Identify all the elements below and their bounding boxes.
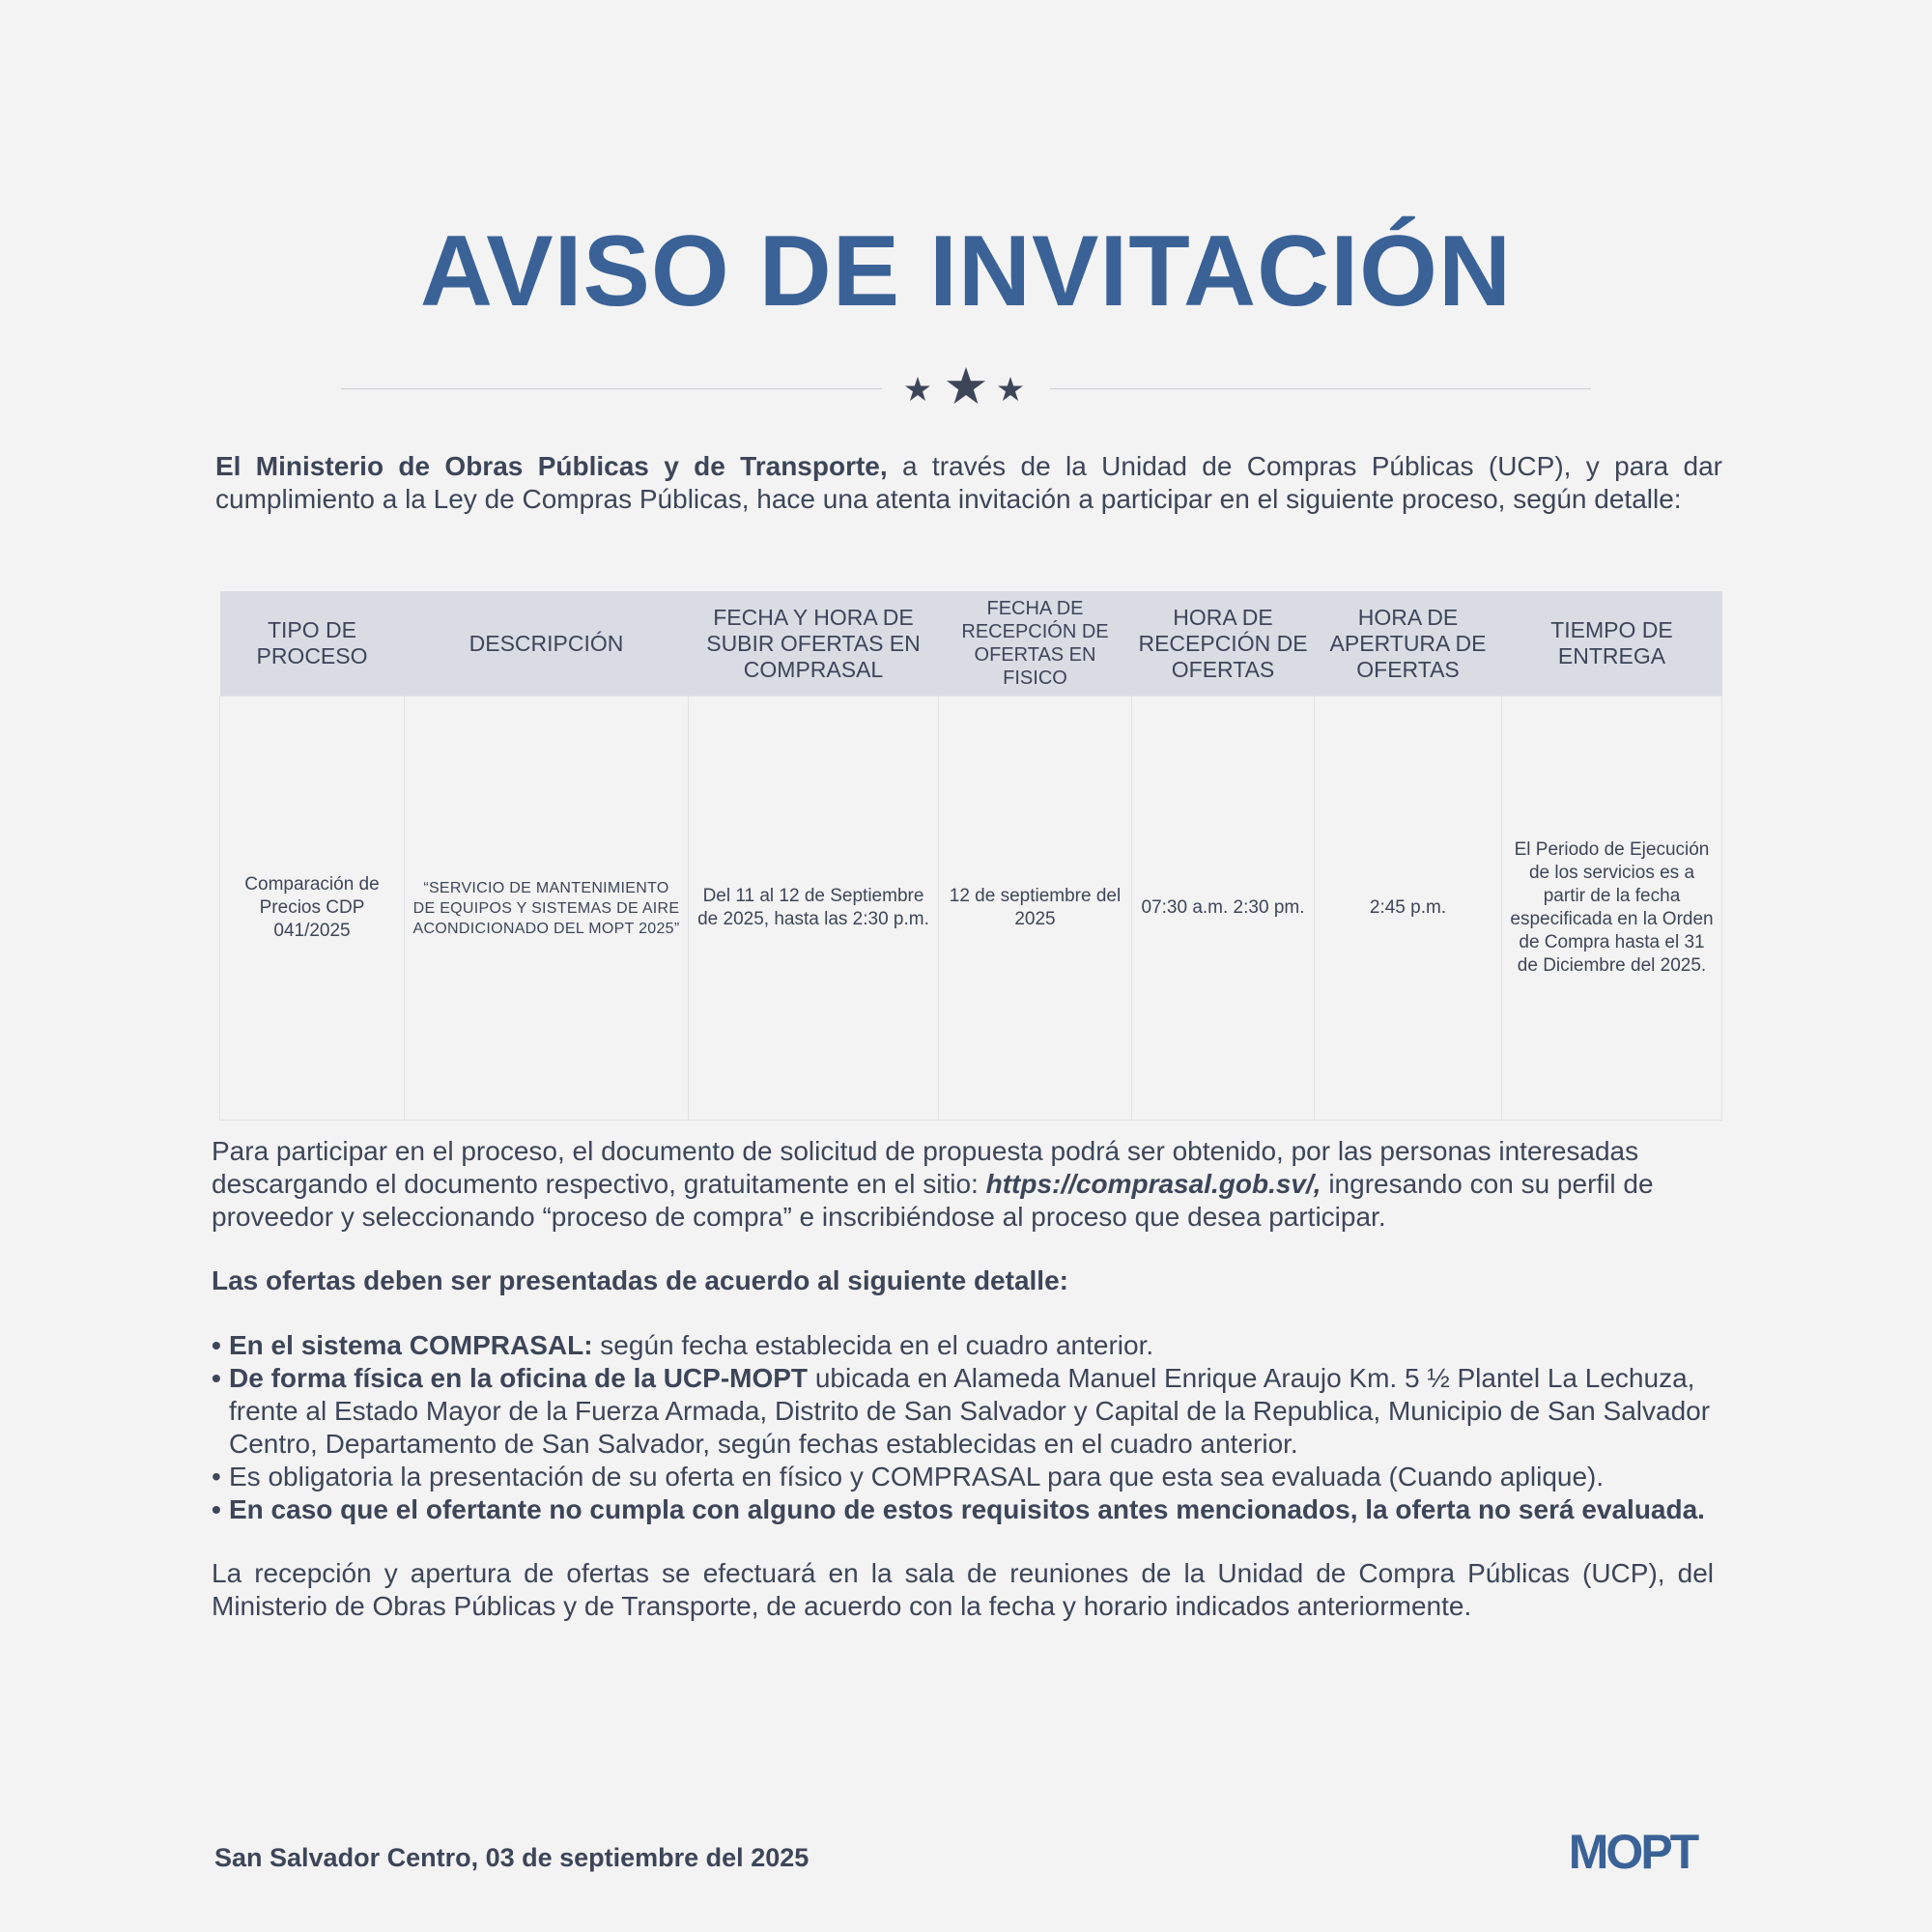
star-icon xyxy=(998,377,1023,401)
header-hora-recepcion: HORA DE RECEPCIÓN DE OFERTAS xyxy=(1132,591,1315,696)
cell-descripcion: “SERVICIO DE MANTENIMIENTO DE EQUIPOS Y SISTEMAS DE AIRE ACONDICIONADO DEL MOPT 2025” xyxy=(405,696,689,1121)
offers-heading: Las ofertas deben ser presentadas de acuerdo al siguiente detalle: xyxy=(212,1265,1068,1295)
table-row xyxy=(220,696,1722,1121)
cell-hora-apertura: 2:45 p.m. xyxy=(1315,696,1502,1121)
cell-hora-recepcion: 07:30 a.m. 2:30 pm. xyxy=(1132,696,1315,1121)
cell-fecha-compras: Del 11 al 12 de Septiembre de 2025, hasta las 2:30 p.m. xyxy=(689,696,939,1121)
cell-tiempo-entrega: El Periodo de Ejecución de los servicios es a partir de la fecha especificada en la Orden de Compra hasta el 31 de Diciembre del 2025. xyxy=(1502,696,1722,1121)
reception-paragraph: La recepción y apertura de ofertas se efectuará en la sala de reuniones de la Unidad de Compra Públicas (UCP), del Ministerio de Obras Públicas y de Transporte, de acuerdo con la fecha y horario indicados anteriormente. xyxy=(212,1558,1714,1621)
star-icon xyxy=(905,377,930,401)
bullet-text: según fecha establecida en el cuadro anterior. xyxy=(592,1330,1154,1360)
divider-right xyxy=(1050,388,1591,389)
bullet-bold: De forma física en la oficina de la UCP-MOPT xyxy=(229,1363,809,1393)
offers-list xyxy=(212,1329,1719,1526)
place-date: San Salvador Centro, 03 de septiembre del 2025 xyxy=(214,1843,810,1872)
comprasal-link[interactable]: https://comprasal.gob.sv/, xyxy=(985,1169,1321,1199)
header-fecha-compras: FECHA Y HORA DE SUBIR OFERTAS EN COMPRASAL xyxy=(689,591,939,696)
bullet-text: Es obligatoria la presentación de su oferta en físico y COMPRASAL para que esta sea evaluada (Cuando aplique). xyxy=(229,1462,1605,1492)
list-item: • En caso que el ofertante no cumpla con alguno de estos requisitos antes mencionados, la oferta no será evaluada. xyxy=(212,1494,1705,1524)
page-title: AVISO DE INVITACIÓN xyxy=(419,215,1513,327)
list-item: • En el sistema COMPRASAL: según fecha establecida en el cuadro anterior. xyxy=(212,1330,1154,1360)
star-icon xyxy=(947,367,985,404)
stars-ornament xyxy=(898,365,1034,412)
intro-text: a través de la Unidad de Compras Públicas (UCP), y para dar cumplimiento a la Ley de Compras Públicas, hace una atenta invitación a participar en el siguiente proceso, según detalle: xyxy=(215,451,1722,514)
bullet-text: ubicada en Alameda Manuel Enrique Araujo Km. 5 ½ Plantel La Lechuza, frente al Estado Mayor de la Fuerza Armada, Distrito de San Salvador y Capital de la Republica, Municipio de San Salvador Centro, Departamento de San Salvador, según fechas establecidas en el cuadro anterior. xyxy=(229,1363,1711,1459)
process-table xyxy=(219,591,1722,1121)
divider-left xyxy=(341,388,882,389)
header-tiempo-entrega: TIEMPO DE ENTREGA xyxy=(1502,591,1722,696)
mopt-logo xyxy=(1557,1828,1708,1874)
participation-text-after: ingresando con su perfil de proveedor y seleccionando “proceso de compra” e inscribiéndose al proceso que desea participar. xyxy=(212,1169,1654,1232)
intro-bold: El Ministerio de Obras Públicas y de Transporte, xyxy=(215,451,888,481)
header-hora-apertura: HORA DE APERTURA DE OFERTAS xyxy=(1315,591,1502,696)
header-descripcion: DESCRIPCIÓN xyxy=(405,591,689,696)
participation-paragraph xyxy=(212,1135,1714,1234)
logo-text: MOPT xyxy=(1568,1828,1697,1874)
list-item: • Es obligatoria la presentación de su oferta en físico y COMPRASAL para que esta sea evaluada (Cuando aplique). xyxy=(212,1462,1605,1492)
list-item: • De forma física en la oficina de la UCP-MOPT ubicada en Alameda Manuel Enrique Araujo Km. 5 ½ Plantel La Lechuza, frente al Estado Mayor de la Fuerza Armada, Distrito de San Salvador y Capital de la Republica, Municipio de San Salvador Centro, Departamento de San Salvador, según fechas establecidas en el cuadro anterior. xyxy=(212,1363,1711,1459)
intro-paragraph xyxy=(215,450,1722,516)
cell-tipo-proceso: Comparación de Precios CDP 041/2025 xyxy=(220,696,405,1121)
bullet-bold: En el sistema COMPRASAL: xyxy=(229,1330,593,1360)
header-tipo-proceso: TIPO DE PROCESO xyxy=(220,591,405,696)
table-header-row xyxy=(220,591,1722,696)
participation-text-before: Para participar en el proceso, el documento de solicitud de propuesta podrá ser obtenido, por las personas interesadas descargando el documento respectivo, gratuitamente en el sitio: xyxy=(212,1136,1639,1199)
bullet-bold: En caso que el ofertante no cumpla con alguno de estos requisitos antes mencionados, la oferta no será evaluada. xyxy=(229,1494,1705,1524)
cell-fecha-fisico: 12 de septiembre del 2025 xyxy=(939,696,1132,1121)
header-fecha-fisico: FECHA DE RECEPCIÓN DE OFERTAS EN FISICO xyxy=(939,591,1132,696)
